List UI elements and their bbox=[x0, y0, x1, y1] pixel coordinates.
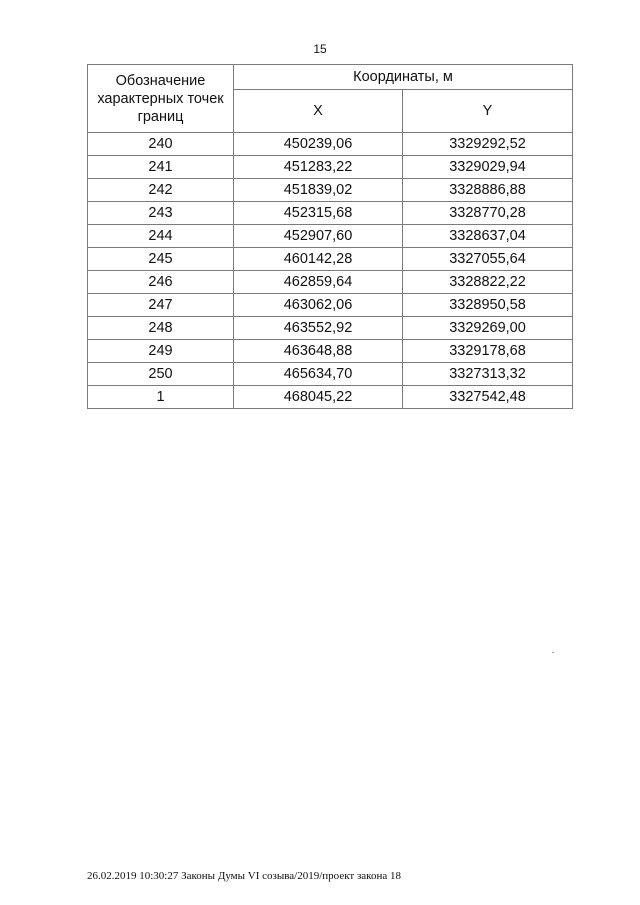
point-cell: 249 bbox=[88, 340, 234, 363]
table-row bbox=[88, 363, 573, 386]
point-cell: 241 bbox=[88, 156, 234, 179]
y-cell: 3328770,28 bbox=[403, 202, 573, 225]
y-cell: 3329029,94 bbox=[403, 156, 573, 179]
table-row bbox=[88, 156, 573, 179]
point-cell: 240 bbox=[88, 133, 234, 156]
x-cell: 451839,02 bbox=[234, 179, 403, 202]
x-cell: 465634,70 bbox=[234, 363, 403, 386]
x-cell: 463552,92 bbox=[234, 317, 403, 340]
x-cell: 452315,68 bbox=[234, 202, 403, 225]
x-cell: 450239,06 bbox=[234, 133, 403, 156]
y-cell: 3329178,68 bbox=[403, 340, 573, 363]
document-footer: 26.02.2019 10:30:27 Законы Думы VI созыва/2019/проект закона 18 bbox=[87, 870, 401, 882]
header-point-designation: Обозначение характерных точек границ bbox=[88, 65, 234, 133]
table-row bbox=[88, 317, 573, 340]
point-cell: 244 bbox=[88, 225, 234, 248]
x-cell: 462859,64 bbox=[234, 271, 403, 294]
point-cell: 248 bbox=[88, 317, 234, 340]
table-row bbox=[88, 225, 573, 248]
y-cell: 3328950,58 bbox=[403, 294, 573, 317]
y-cell: 3329269,00 bbox=[403, 317, 573, 340]
y-cell: 3328637,04 bbox=[403, 225, 573, 248]
table-row bbox=[88, 386, 573, 409]
header-coordinates: Координаты, м bbox=[234, 65, 573, 90]
point-cell: 247 bbox=[88, 294, 234, 317]
header-y: Y bbox=[403, 90, 573, 133]
y-cell: 3328886,88 bbox=[403, 179, 573, 202]
point-cell: 245 bbox=[88, 248, 234, 271]
point-cell: 1 bbox=[88, 386, 234, 409]
scan-speck bbox=[552, 652, 554, 653]
y-cell: 3327542,48 bbox=[403, 386, 573, 409]
table-row bbox=[88, 294, 573, 317]
point-cell: 242 bbox=[88, 179, 234, 202]
point-cell: 243 bbox=[88, 202, 234, 225]
x-cell: 463062,06 bbox=[234, 294, 403, 317]
table-row bbox=[88, 271, 573, 294]
table-row bbox=[88, 202, 573, 225]
y-cell: 3329292,52 bbox=[403, 133, 573, 156]
y-cell: 3327313,32 bbox=[403, 363, 573, 386]
table-row bbox=[88, 248, 573, 271]
point-cell: 246 bbox=[88, 271, 234, 294]
header-x: X bbox=[234, 90, 403, 133]
x-cell: 452907,60 bbox=[234, 225, 403, 248]
point-cell: 250 bbox=[88, 363, 234, 386]
table-row bbox=[88, 179, 573, 202]
y-cell: 3327055,64 bbox=[403, 248, 573, 271]
coordinates-table bbox=[87, 64, 573, 409]
x-cell: 468045,22 bbox=[234, 386, 403, 409]
x-cell: 451283,22 bbox=[234, 156, 403, 179]
table-row bbox=[88, 340, 573, 363]
page-number: 15 bbox=[313, 42, 327, 56]
x-cell: 460142,28 bbox=[234, 248, 403, 271]
x-cell: 463648,88 bbox=[234, 340, 403, 363]
table-row bbox=[88, 133, 573, 156]
y-cell: 3328822,22 bbox=[403, 271, 573, 294]
